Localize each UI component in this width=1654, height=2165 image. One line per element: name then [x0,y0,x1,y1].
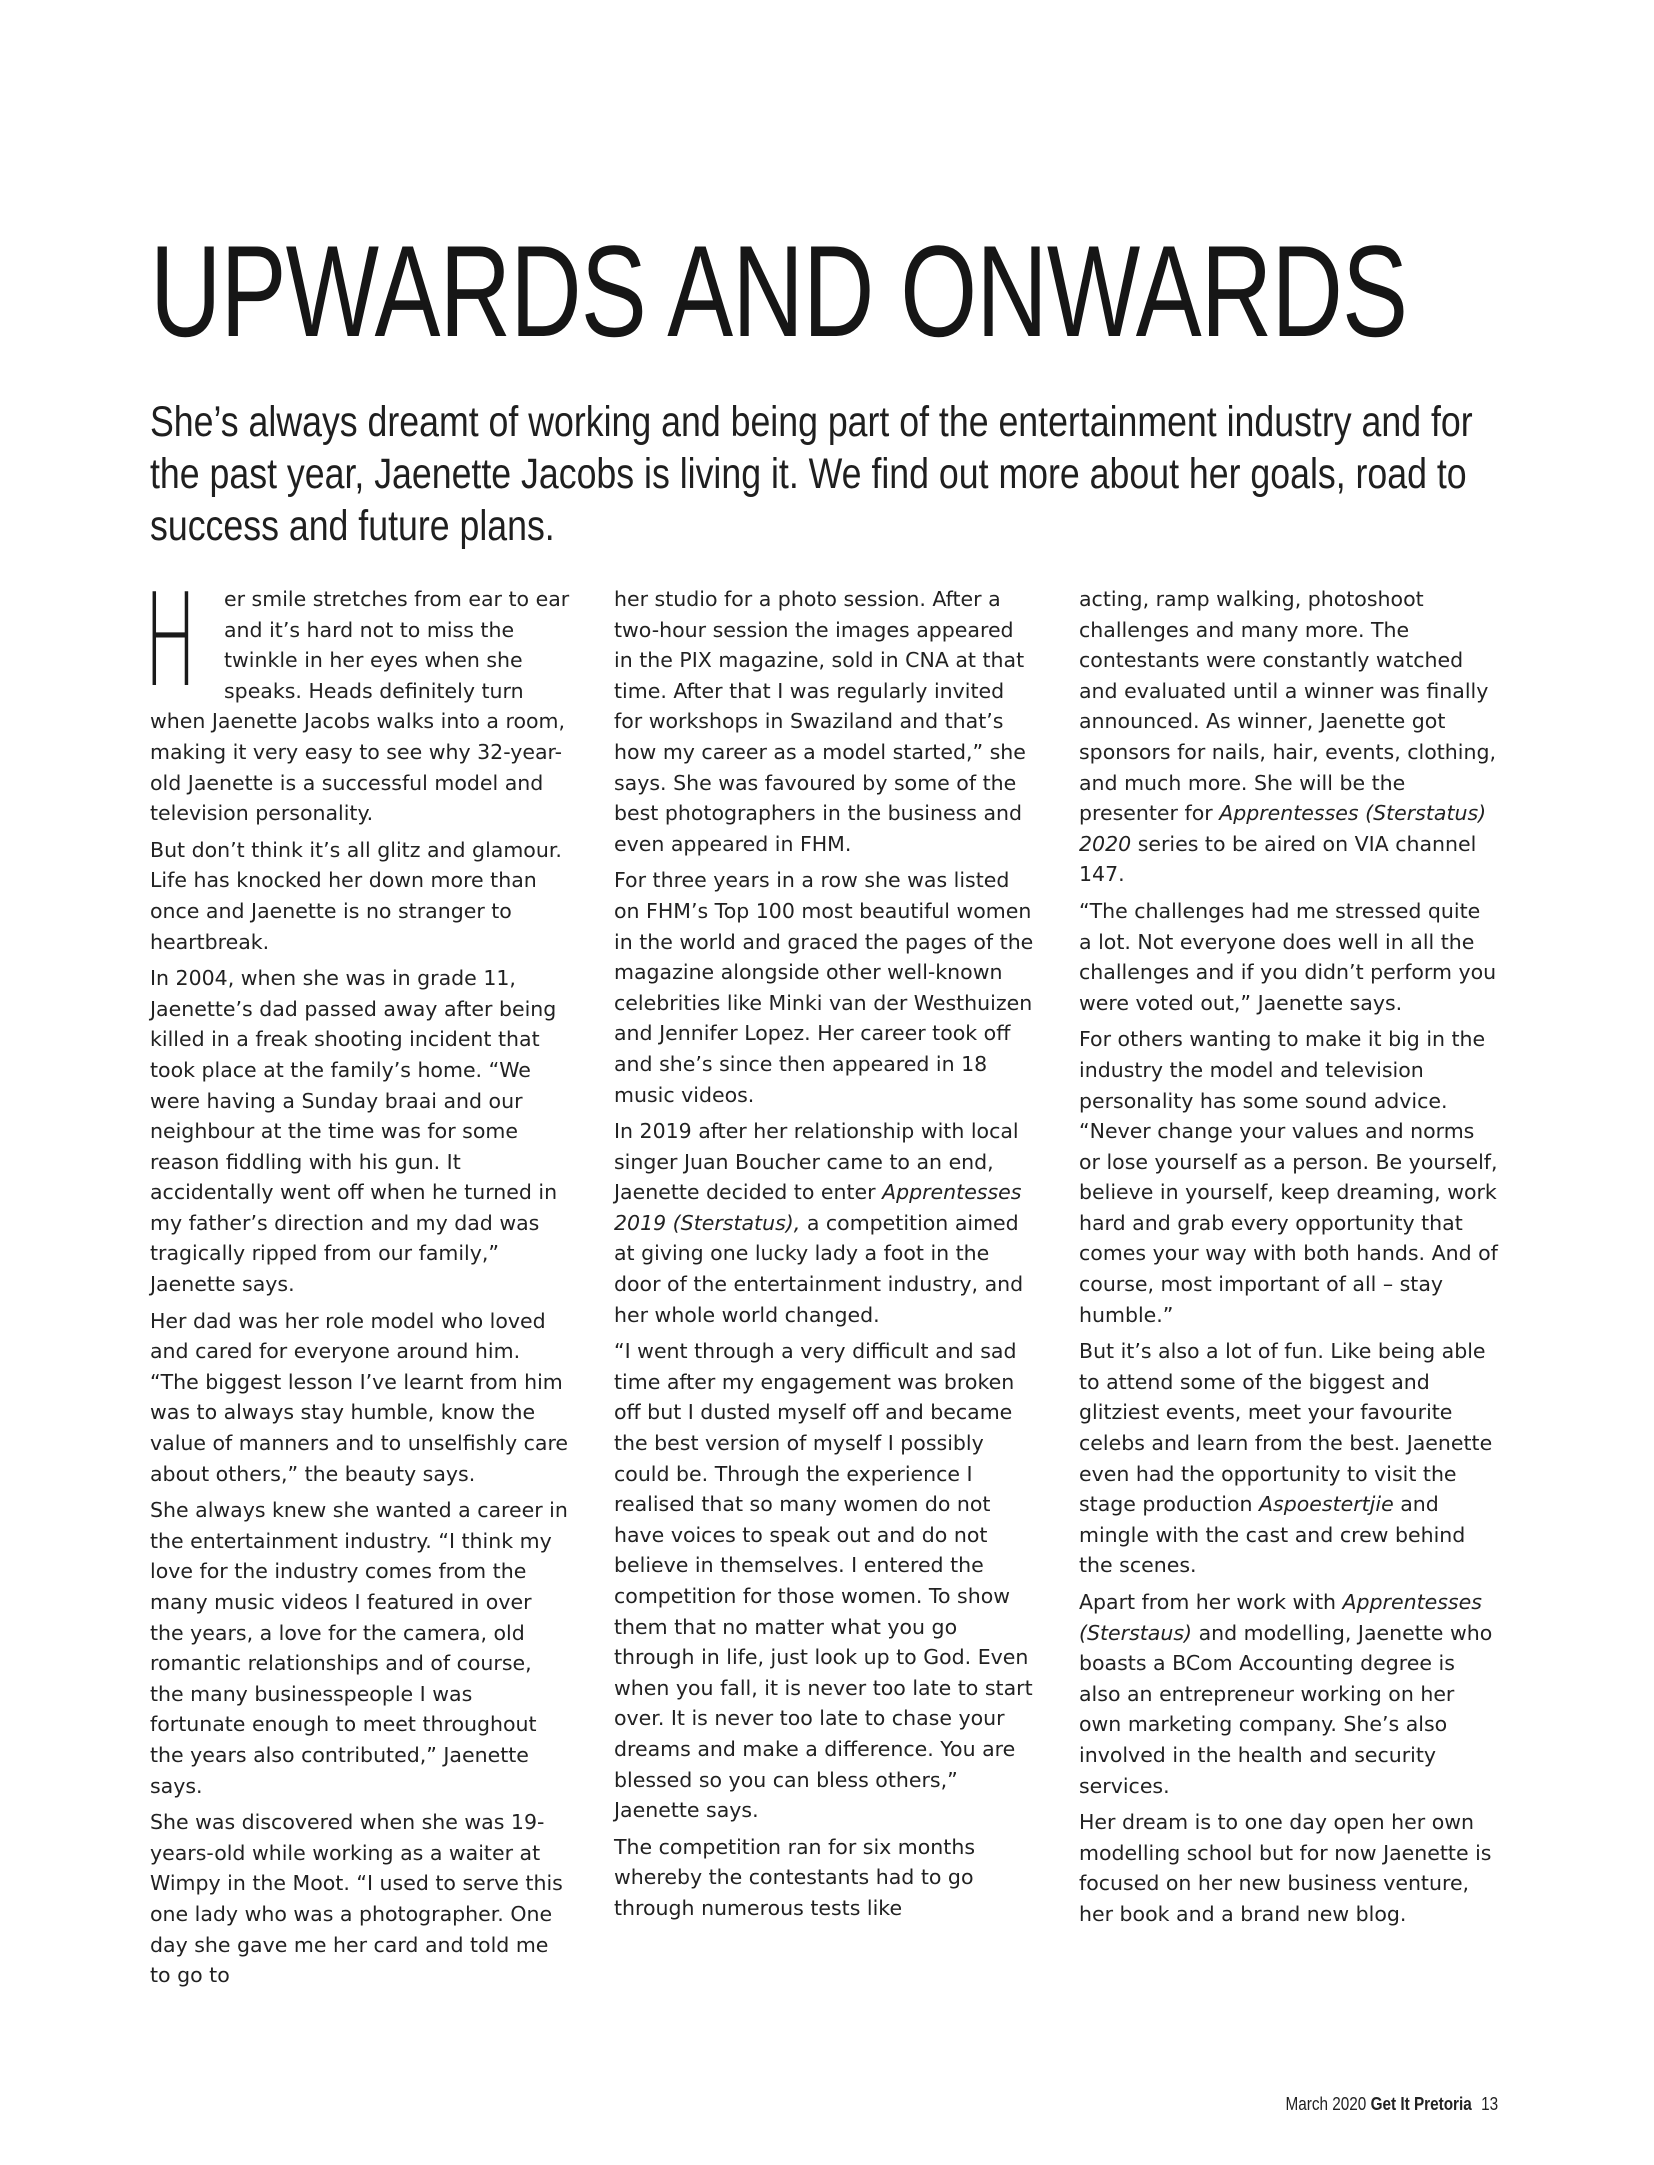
paragraph-text: a competition aimed at giving one lucky lady a foot in the door of the entertainment industry, and her whole world changed. [614,1210,1024,1327]
paragraph: Her dream is to one day open her own modelling school but for now Jaenette is focused on her new business venture, her book and a brand new blog. [1079,1810,1492,1926]
column-3 [1079,584,1499,1936]
paragraph: “I went through a very difficult and sad time after my engagement was broken off but I dusted myself off and became the best version of myself I possibly could be. Through the experience I realised that so many women do not have voices to speak out and do not believe in themselves. I entered the competition for those women. To show them that no matter what you go through in life, just look up to God. Even when you fall, it is never too late to start over. It is never too late to chase your dreams and make a difference. You are blessed so you can bless others,” Jaenette says. [614,1339,1033,1823]
paragraph-text: and mingle with the cast and crew behind the scenes. [1079,1492,1466,1578]
paragraph: For others wanting to make it big in the industry the model and television personality has some sound advice. “Never change your values and norms or lose yourself as a person. Be yourself, believe in yourself, keep dreaming, work hard and grab every opportunity that comes your way with both hands. And of course, most important of all – stay humble.” [1079,1027,1498,1327]
paragraph [1079,584,1499,890]
standfirst: She’s always dreamt of working and being part of the entertainment industry and for the past year, Jaenette Jacobs is living it. We find out more about her goals, road to success and future plans. [150,398,1473,550]
paragraph: She always knew she wanted a career in the entertainment industry. “I think my love for the industry comes from the many music videos I featured in over the years, a love for the camera, old romantic relationships and of course, the many businesspeople I was fortunate enough to meet throughout the years also contributed,” Jaenette says. [150,1498,568,1798]
paragraph-text: series to be aired on VIA channel 147. [1079,831,1477,887]
paragraph: In 2004, when she was in grade 11, Jaenette’s dad passed away after being killed in a freak shooting incident that took place at the family’s home. “We were having a Sunday braai and our neighbour at the time was for some reason fiddling with his gun. It accidentally went off when he turned in my father’s direction and my dad was tragically ripped from our family,” Jaenette says. [150,966,558,1297]
paragraph: For three years in a row she was listed on FHM’s Top 100 most beautiful women in the world and graced the pages of the magazine alongside other well-known celebrities like Minki van der Westhuizen and Jennifer Lopez. Her career took off and she’s since then appeared in 18 music videos. [614,868,1034,1107]
paragraph-text: er smile stretches from ear to ear and it’s hard not to miss the twinkle in her eyes when she speaks. Heads definitely turn when Jaenette Jacobs walks into a room, making it very easy to see why 32-year-old Jaenette is a successful model and television personality. [150,587,570,826]
paragraph: “The challenges had me stressed quite a lot. Not everyone does well in all the challenges and if you didn’t perform you were voted out,” Jaenette says. [1079,898,1497,1015]
paragraph: She was discovered when she was 19-years-old while working as a waiter at Wimpy in the Moot. “I used to serve this one lady who was a photographer. One day she gave me her card and told me to go to [150,1810,563,1988]
publication-name: Get It Pretoria [1370,2094,1472,2114]
show-title: Apprentesses 2019 (Sterstatus), [614,1180,1022,1235]
paragraph-text: But it’s also a lot of fun. Like being able to attend some of the biggest and glitziest events, meet your favourite celebs and learn from the best. Jaenette even had the opportunity to visit the stage production [1079,1339,1493,1517]
page-number: 13 [1480,2094,1498,2114]
show-title: Apprentesses (Sterstaus) [1079,1590,1482,1645]
paragraph: Her dad was her role model who loved and cared for everyone around him. “The biggest lesson I’ve learnt from him was to always stay humble, know the value of manners and to unselfishly care about others,” the beauty says. [150,1308,569,1486]
paragraph [614,1116,1034,1330]
paragraph: her studio for a photo session. After a two-hour session the images appeared in the PIX magazine, sold in CNA at that time. After that I was regularly invited for workshops in Swaziland and that’s how my career as a model started,” she says. She was favoured by some of the best photographers in the business and even appeared in FHM. [614,587,1026,856]
headline: UPWARDS AND ONWARDS [150,218,1408,364]
paragraph: The competition ran for six months whereby the contestants had to go through numerous tests like [614,1834,976,1920]
production-title: Aspoestertjie [1259,1492,1394,1517]
page-footer [1285,2094,1498,2115]
show-title: Apprentesses (Sterstatus) 2020 [1079,801,1487,856]
paragraph: But don’t think it’s all glitz and glamour. Life has knocked her down more than once and Jaenette is no stranger to heartbreak. [150,837,562,954]
paragraph-text: Apart from her work with [1079,1590,1343,1614]
paragraph [1079,1587,1499,1801]
paragraph-text: In 2019 after her relationship with local singer Juan Boucher came to an end, Jaenette decided to enter [614,1119,1019,1205]
column-2 [614,584,1034,1930]
issue-date: March 2020 [1285,2094,1367,2114]
drop-cap: H [144,567,197,716]
paragraph [1079,1336,1499,1581]
paragraph-text: acting, ramp walking, photoshoot challenges and many more. The contestants were constantly watched and evaluated until a winner was finally announced. As winner, Jaenette got sponsors for nails, hair, events, clothing, and much more. She will be the presenter for [1079,587,1497,826]
paragraph [144,567,570,829]
column-1 [144,567,570,1997]
paragraph-text: and modelling, Jaenette who boasts a BCom Accounting degree is also an entrepreneur working on her own marketing company. She’s also involved in the health and security services. [1079,1620,1493,1798]
